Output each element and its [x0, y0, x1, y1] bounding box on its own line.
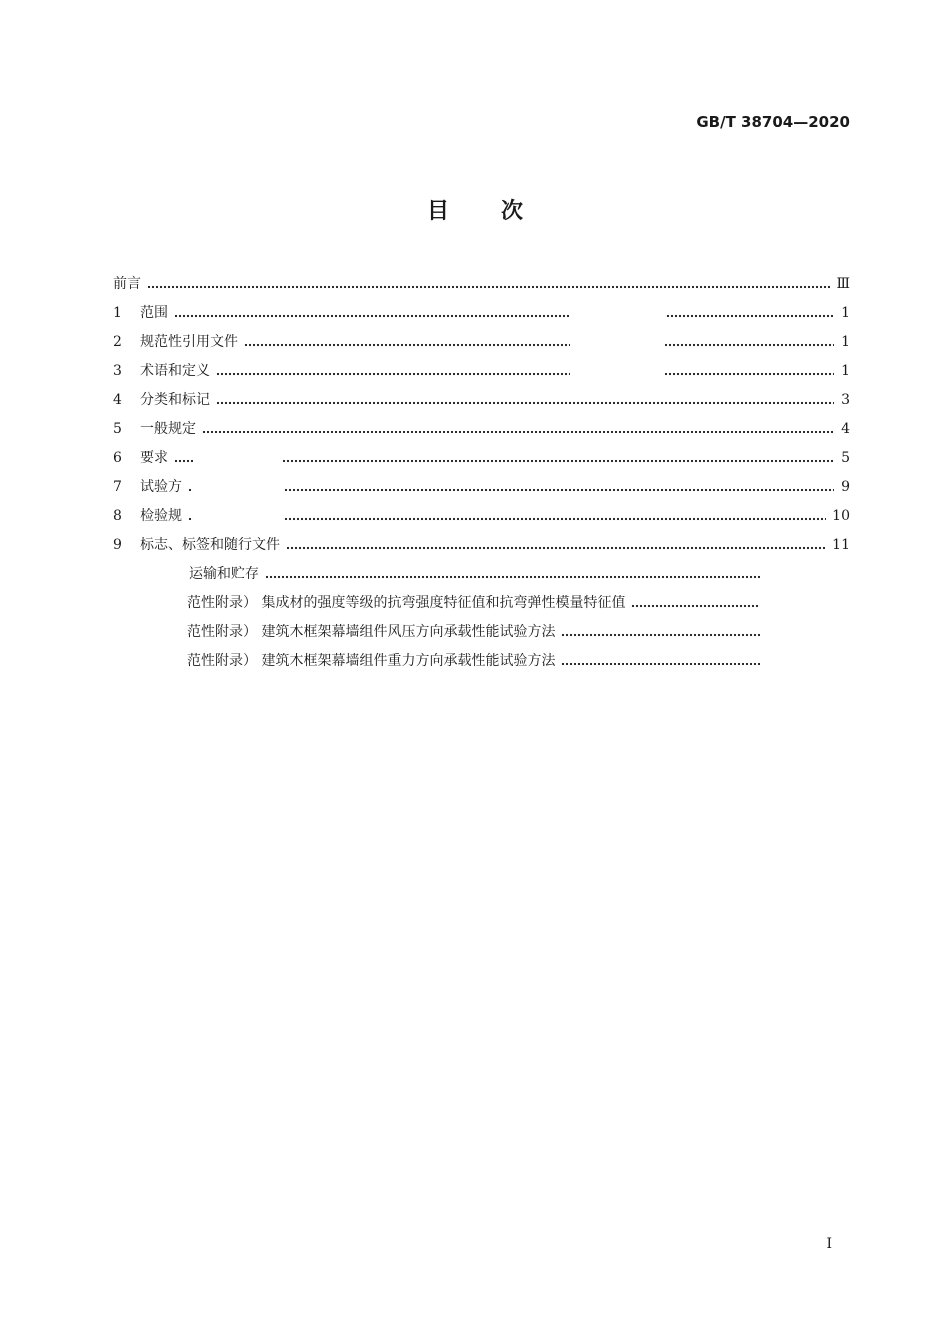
- table-of-contents: [113, 270, 850, 676]
- toc-label: 要求: [140, 450, 168, 466]
- toc-page: 3: [841, 392, 850, 408]
- leader-dots: [147, 270, 830, 299]
- scan-gap: [193, 444, 283, 473]
- toc-entry-foreword[interactable]: [113, 270, 850, 299]
- toc-label: 前言: [113, 276, 141, 292]
- toc-entry-9[interactable]: [113, 531, 850, 560]
- toc-number: 9: [113, 537, 122, 553]
- toc-entry-annex-b[interactable]: [113, 618, 850, 647]
- scan-gap: [193, 502, 283, 531]
- toc-entry-7[interactable]: [113, 473, 850, 502]
- toc-page: 10: [832, 508, 850, 524]
- leader-dots: [174, 299, 834, 328]
- leader-dots: [265, 560, 760, 589]
- toc-label: 一般规定: [140, 421, 196, 437]
- leader-dots: [561, 647, 760, 676]
- leader-dots: [202, 415, 834, 444]
- toc-number: 3: [113, 363, 122, 379]
- leader-dots: [216, 386, 834, 415]
- toc-label: 检验规: [140, 508, 182, 524]
- toc-entry-10[interactable]: [113, 560, 850, 589]
- toc-entry-3[interactable]: [113, 357, 850, 386]
- toc-label: 运输和贮存: [189, 566, 259, 582]
- leader-dots: [216, 357, 834, 386]
- toc-label: 试验方: [140, 479, 182, 495]
- toc-number: 2: [113, 334, 122, 350]
- toc-label: 范性附录） 建筑木框架幕墙组件重力方向承载性能试验方法: [187, 653, 556, 669]
- toc-entry-1[interactable]: [113, 299, 850, 328]
- standard-code: GB/T 38704—2020: [696, 113, 850, 131]
- toc-label: 术语和定义: [140, 363, 210, 379]
- toc-number: 5: [113, 421, 122, 437]
- scan-gap: [193, 473, 283, 502]
- leader-dots: [188, 502, 826, 531]
- toc-number: 1: [113, 305, 122, 321]
- scan-gap: [570, 328, 665, 357]
- leader-dots: [561, 618, 760, 647]
- toc-number: 4: [113, 392, 122, 408]
- toc-entry-annex-a[interactable]: [113, 589, 850, 618]
- toc-entry-8[interactable]: [113, 502, 850, 531]
- toc-entry-2[interactable]: [113, 328, 850, 357]
- leader-dots: [188, 473, 834, 502]
- toc-page: 1: [841, 305, 850, 321]
- toc-page: 5: [841, 450, 850, 466]
- toc-page: Ⅲ: [836, 276, 850, 292]
- toc-label: 范围: [140, 305, 168, 321]
- scan-gap: [570, 299, 665, 328]
- scan-gap: [570, 357, 665, 386]
- toc-entry-5[interactable]: [113, 415, 850, 444]
- leader-dots: [286, 531, 826, 560]
- toc-page: 9: [841, 479, 850, 495]
- toc-entry-annex-c[interactable]: [113, 647, 850, 676]
- page-title: 目次: [426, 199, 575, 224]
- toc-page: 1: [841, 363, 850, 379]
- leader-dots: [244, 328, 834, 357]
- toc-label: 分类和标记: [140, 392, 210, 408]
- toc-page: 4: [841, 421, 850, 437]
- toc-label: 范性附录） 集成材的强度等级的抗弯强度特征值和抗弯弹性模量特征值: [187, 595, 626, 611]
- toc-label: 标志、标签和随行文件: [140, 537, 280, 553]
- toc-number: 7: [113, 479, 122, 495]
- toc-page: 11: [832, 537, 850, 553]
- toc-number: 8: [113, 508, 122, 524]
- toc-label: 规范性引用文件: [140, 334, 238, 350]
- toc-entry-6[interactable]: [113, 444, 850, 473]
- footer-page-number: I: [826, 1236, 832, 1252]
- toc-page: 1: [841, 334, 850, 350]
- leader-dots: [631, 589, 760, 618]
- toc-number: 6: [113, 450, 122, 466]
- toc-entry-4[interactable]: [113, 386, 850, 415]
- toc-label: 范性附录） 建筑木框架幕墙组件风压方向承载性能试验方法: [187, 624, 556, 640]
